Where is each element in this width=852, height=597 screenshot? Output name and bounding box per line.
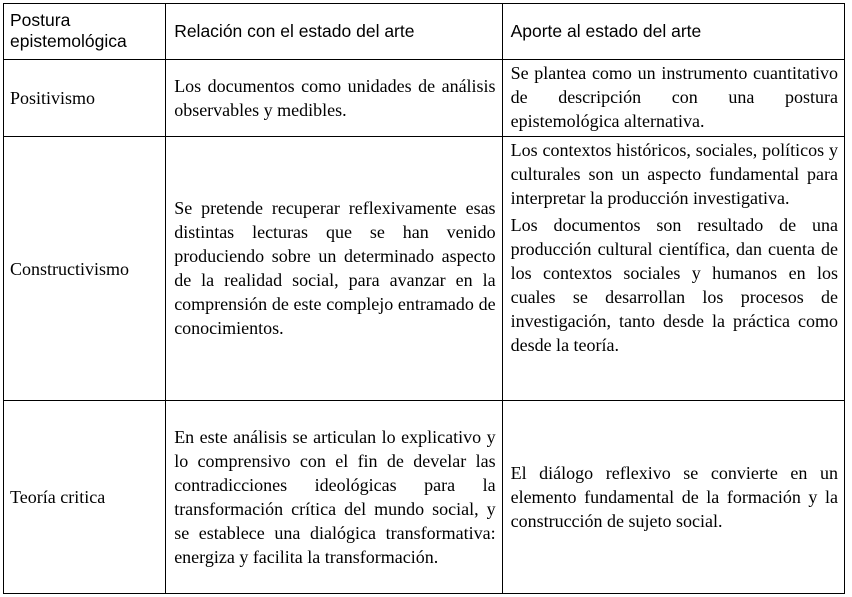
header-aporte: Aporte al estado del arte: [502, 4, 844, 60]
aporte-text-positivismo: Se plantea como un instrumento cuantitativo de descripción con una postura epistemológica alternativa.: [510, 63, 838, 131]
row-label-positivismo: Positivismo: [4, 60, 166, 137]
header-relacion: Relación con el estado del arte: [166, 4, 502, 60]
cell-aporte-constructivismo: [502, 137, 844, 401]
aporte-text-constructivismo-1: Los contextos históricos, sociales, políticos y culturales son un aspecto fundamental para interpretar la producción investigativa.: [510, 140, 838, 208]
table-row-constructivismo: [4, 137, 845, 401]
relacion-text-positivismo: Los documentos como unidades de análisis observables y medibles.: [174, 75, 496, 120]
epistemology-table-container: [3, 3, 845, 594]
cell-aporte-positivismo: [502, 60, 844, 137]
header-postura: Postura epistemológica: [4, 4, 166, 60]
row-label-constructivismo: Constructivismo: [4, 137, 166, 401]
table-row-teoria-critica: [4, 401, 845, 594]
epistemology-table: [3, 3, 845, 594]
aporte-text-teoria-critica: El diálogo reflexivo se convierte en un elemento fundamental de la formación y la construcción de sujeto social.: [510, 462, 838, 531]
table-row-positivismo: [4, 60, 845, 137]
cell-relacion-positivismo: [166, 60, 502, 137]
relacion-text-teoria-critica: En este análisis se articulan lo explicativo y lo comprensivo con el fin de develar las contradicciones ideológicas para la transformación crítica del mundo social, y se establece una dialógica transformativa: energiza y facilita la transformación.: [174, 426, 496, 567]
aporte-text-constructivismo-2: Los documentos son resultado de una producción cultural científica, dan cuenta de los contextos sociales y humanos en los cuales se desarrollan los procesos de investigación, tanto desde la práctica como desde la teoría.: [510, 215, 838, 355]
header-row: [4, 4, 845, 60]
cell-aporte-teoria-critica: [502, 401, 844, 594]
relacion-text-constructivismo: Se pretende recuperar reflexivamente esas distintas lecturas que se han venido produciendo sobre un determinado aspecto de la realidad social, para avanzar en la comprensión de este complejo entramado de conocimientos.: [174, 198, 496, 338]
row-label-teoria-critica: Teoría critica: [4, 401, 166, 594]
cell-relacion-constructivismo: [166, 137, 502, 401]
cell-relacion-teoria-critica: [166, 401, 502, 594]
